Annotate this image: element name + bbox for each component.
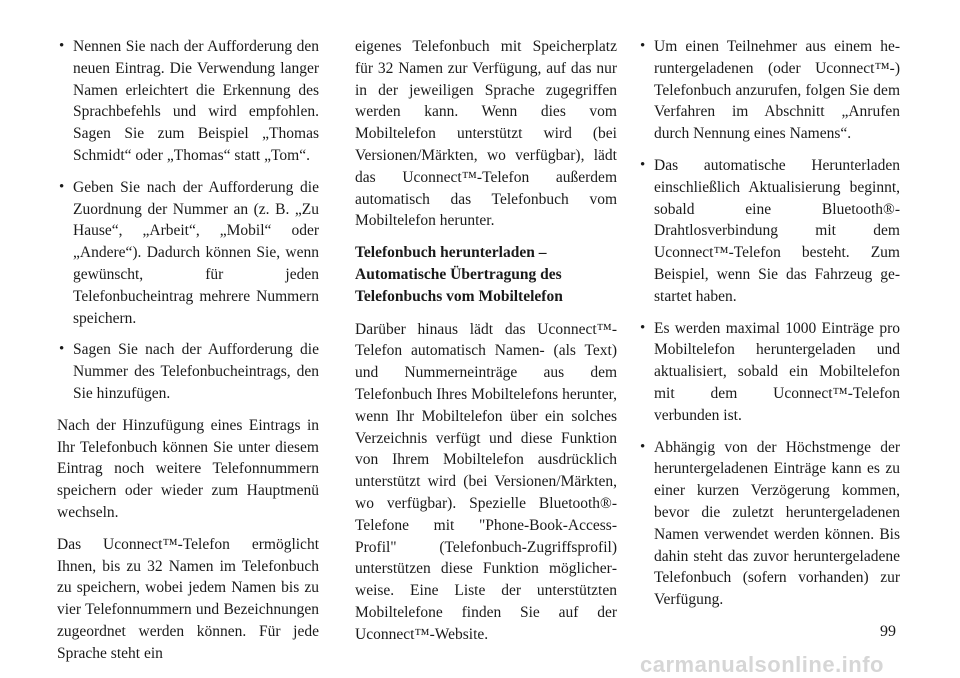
- bullet-icon: •: [640, 156, 646, 173]
- list-item: [57, 177, 319, 330]
- bullet-list-1: [57, 36, 319, 405]
- watermark: carmanualsonline.info: [640, 652, 884, 677]
- column-1: [57, 36, 319, 675]
- list-item: [638, 318, 900, 427]
- bullet-icon: •: [640, 319, 646, 336]
- list-item: [638, 437, 900, 611]
- list-item-text: Geben Sie nach der Aufforderung die Zuordnung der Nummer an (z. B. „Zu Hause“, „Arbeit“, „Mobil“ oder „Andere“). Dadurch können Sie, wenn gewünscht, für jeden Telefonbucheintrag mehrere Nummern speichern.: [73, 178, 319, 327]
- paragraph: Darüber hinaus lädt das Uconnect™-Telefon automatisch Namen- (als Text) und Nummerneinträge aus dem Telefonbuch Ihres Mobiltelefons herunter, wenn Ihr Mobiltelefon über ein solches Verzeichnis verfügt und diese Funktion von Ihrem Mobiltelefon ausdrücklich unterstützt wird (bei Versionen/Märkten, wo verfügbar). Spezielle Bluetooth®-Telefone mit "Phone-Book-Access-Profil" (Telefonbuch-Zugriffsprofil) unterstützen diese Funktion möglicherweise. Eine Liste der unterstützten Mobiltelefone finden Sie auf der Uconnect™-Website.: [355, 320, 617, 643]
- column-2: [355, 36, 617, 656]
- list-item-text: Das automatische Herunterladen einschließlich Aktualisierung beginnt, sobald eine Bluetooth®-Drahtlosverbindung mit dem Uconnect™-Telefon besteht. Zum Beispiel, wenn Sie das Fahrzeug gestartet haben.: [654, 156, 900, 305]
- paragraph: Nach der Hinzufügung eines Eintrags in Ihr Telefonbuch können Sie unter diesem Eintrag noch weitere Telefonnummern speichern oder wieder zum Hauptmenü wechseln.: [57, 416, 319, 521]
- paragraph-continuation: eigenes Telefonbuch mit Speicherplatz für 32 Namen zur Verfügung, auf das nur in der jeweiligen Sprache zugegriffen werden kann. Wenn dies vom Mobiltelefon unterstützt wird (bei Versionen/Märkten, wo verfügbar), lädt das Uconnect™-Telefon außerdem automatisch das Telefonbuch vom Mobiltelefon herunter.: [355, 38, 617, 230]
- bullet-icon: •: [59, 341, 65, 358]
- list-item-text: Nennen Sie nach der Aufforderung den neuen Eintrag. Die Verwendung langer Namen erleichtert die Erkennung des Sprachbefehls und wird empfohlen. Sagen Sie zum Beispiel „Thomas Schmidt“ oder „Thomas“ statt „Tom“.: [73, 38, 319, 164]
- list-item-text: Sagen Sie nach der Aufforderung die Nummer des Telefonbucheintrags, den Sie hinzufügen.: [73, 341, 319, 402]
- bullet-list-2: [638, 36, 900, 611]
- bullet-icon: •: [59, 38, 65, 54]
- bullet-icon: •: [640, 438, 646, 455]
- page-number: 99: [880, 623, 896, 640]
- list-item-text: Um einen Teilnehmer aus einem heruntergeladenen (oder Uconnect™-) Telefonbuch anzurufen, folgen Sie dem Verfahren im Abschnitt „Anrufen durch Nennung eines Namens“.: [654, 38, 900, 143]
- column-3: [638, 36, 900, 621]
- paragraph: Das Uconnect™-Telefon ermöglicht Ihnen, bis zu 32 Namen im Telefonbuch zu speichern, wobei jedem Namen bis zu vier Telefonnummern und Bezeichnungen zugeordnet werden können. Für jede Sprache steht ein: [57, 535, 319, 662]
- bullet-icon: •: [59, 178, 65, 195]
- section-heading: Telefonbuch herunterladen – Automatische Übertragung des Telefonbuchs vom Mobiltelefon: [355, 244, 563, 305]
- list-item-text: Abhängig von der Höchstmenge der heruntergeladenen Einträge kann es zu einer kurzen Verzögerung kommen, bevor die zuletzt heruntergeladenen Namen verwendet werden können. Bis dahin steht das zuvor heruntergeladene Telefonbuch (sofern vorhanden) zur Verfügung.: [654, 438, 900, 609]
- list-item-text: Es werden maximal 1000 Einträge pro Mobiltelefon heruntergeladen und aktualisiert, sobald ein Mobiltelefon mit dem Uconnect™-Telefon verbunden ist.: [654, 319, 900, 424]
- list-item: [57, 36, 319, 167]
- list-item: [638, 36, 900, 145]
- list-item: [57, 339, 319, 404]
- bullet-icon: •: [640, 38, 646, 54]
- list-item: [638, 155, 900, 308]
